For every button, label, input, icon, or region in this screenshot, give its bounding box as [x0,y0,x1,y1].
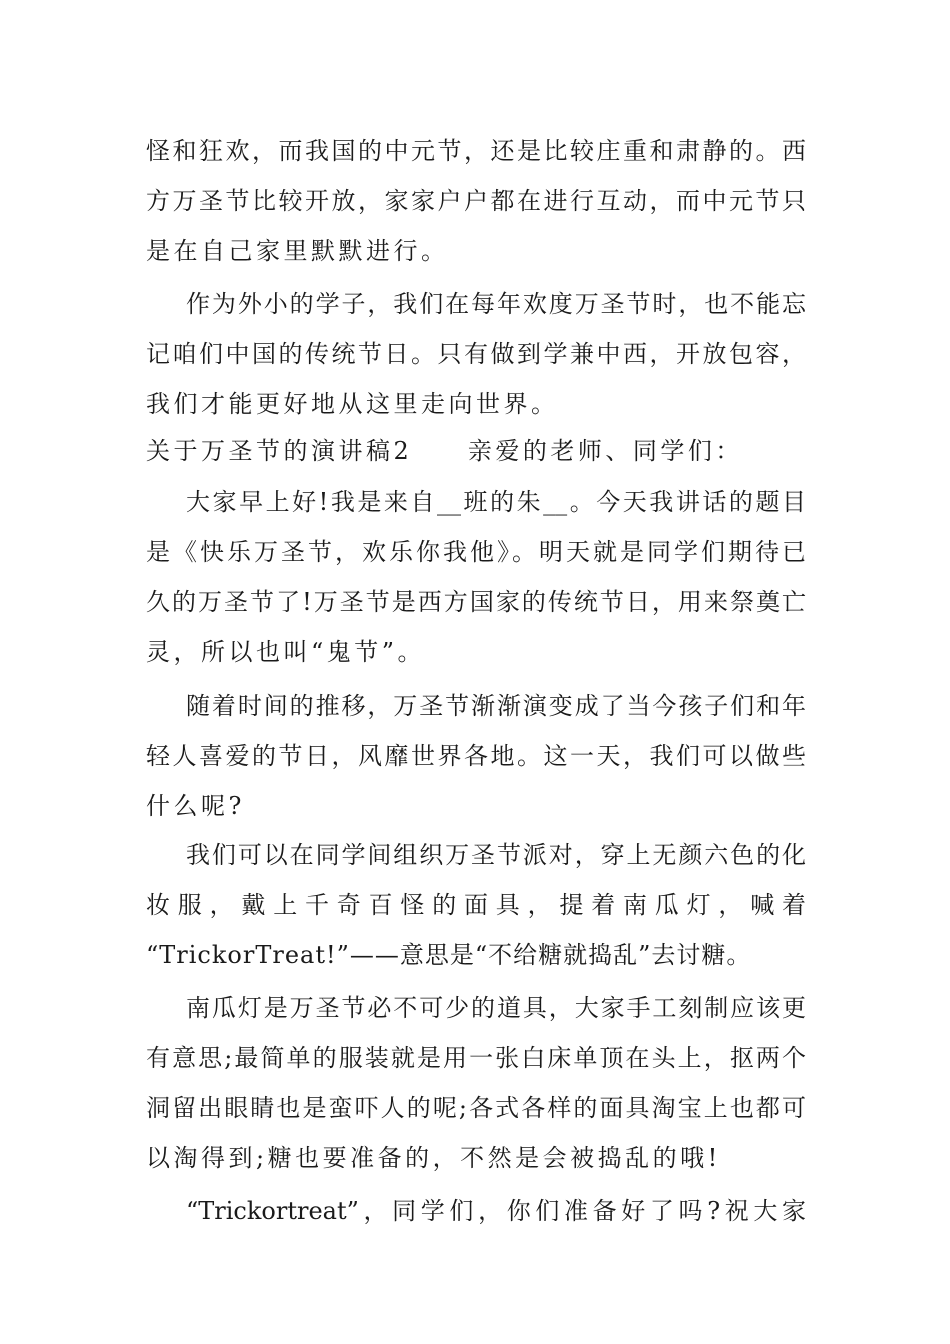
text-line: 大家早上好!我是来自__班的朱__。今天我讲话的题目 [186,488,806,516]
text-line: “TrickorTreat!”——意思是“不给糖就捣乱”去讨糖。 [146,941,752,969]
text-line: 随着时间的推移，万圣节渐渐演变成了当今孩子们和年 [186,692,806,720]
text-line: 怪和狂欢，而我国的中元节，还是比较庄重和肃静的。西 [146,137,806,165]
text-line: 以淘得到;糖也要准备的，不然是会被捣乱的哦! [146,1144,721,1172]
text-line: 记咱们中国的传统节日。只有做到学兼中西，开放包容， [146,340,806,368]
text-line: 南瓜灯是万圣节必不可少的道具，大家手工刻制应该更 [186,994,806,1022]
text-line: 轻人喜爱的节日，风靡世界各地。这一天，我们可以做些 [146,742,806,770]
section-heading: 关于万圣节的演讲稿2 亲爱的老师、同学们： [146,437,743,465]
text-line: 灵，所以也叫“鬼节”。 [146,638,426,666]
text-line: 我们可以在同学间组织万圣节派对，穿上无颜六色的化 [186,841,806,869]
text-line: 是在自己家里默默进行。 [146,237,449,265]
text-line: 有意思;最简单的服装就是用一张白床单顶在头上，抠两个 [146,1044,806,1072]
text-line: 作为外小的学子，我们在每年欢度万圣节时，也不能忘 [186,290,806,318]
text-line: 洞留出眼睛也是蛮吓人的呢;各式各样的面具淘宝上也都可 [146,1094,806,1122]
text-line: 方万圣节比较开放，家家户户都在进行互动，而中元节只 [146,187,806,215]
text-line: “Trickortreat”，同学们，你们准备好了吗?祝大家 [186,1197,806,1225]
text-line: 妆服，戴上千奇百怪的面具，提着南瓜灯，喊着 [146,891,806,919]
text-line: 久的万圣节了!万圣节是西方国家的传统节日，用来祭奠亡 [146,588,806,616]
text-line: 什么呢? [146,792,245,820]
text-line: 我们才能更好地从这里走向世界。 [146,390,559,418]
text-line: 是《快乐万圣节，欢乐你我他》。明天就是同学们期待已 [146,538,806,566]
